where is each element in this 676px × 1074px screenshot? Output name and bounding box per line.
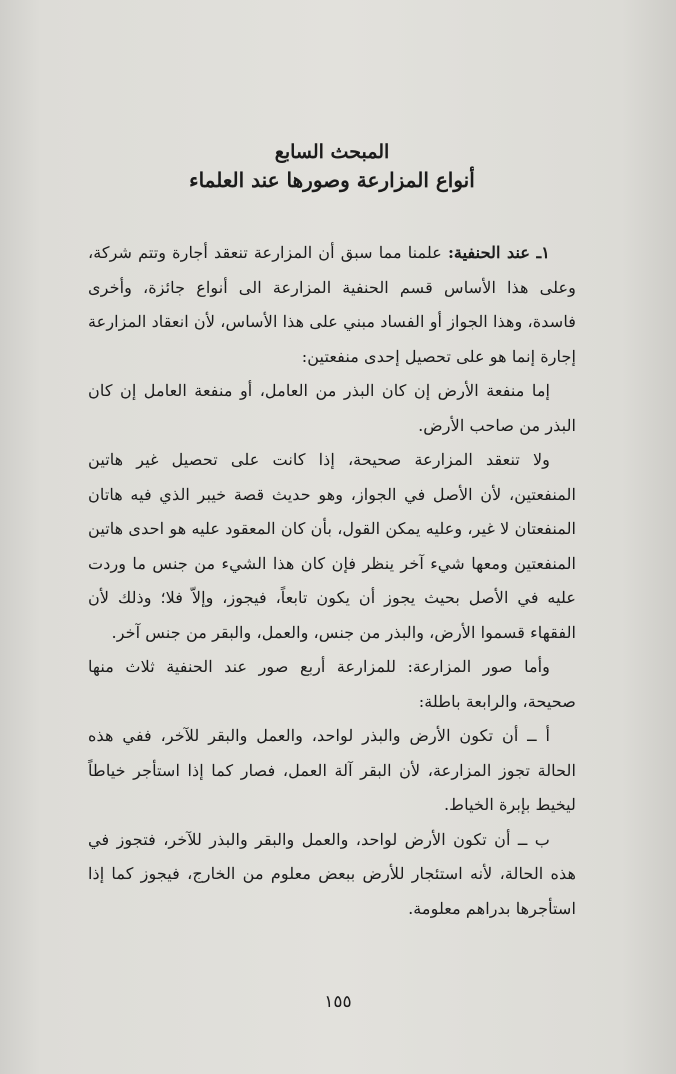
section-title: أنواع المزارعة وصورها عند العلماء [189, 168, 475, 192]
page-number: ١٥٥ [324, 992, 352, 1012]
paragraph-hanafi-intro [88, 236, 576, 374]
page-body [88, 138, 576, 926]
paragraph-forms: وأما صور المزارعة: للمزارعة أربع صور عند الحنفية ثلاث منها صحيحة، والرابعة باطلة: [88, 657, 576, 711]
paragraph-lead: ١ـ عند الحنفية: [447, 243, 550, 262]
paragraph-validity: ولا تنعقد المزارعة صحيحة، إذا كانت على تحصيل غير هاتين المنفعتين، لأن الأصل في الجواز، وهو حديث قصة خيبر الذي فيه هاتان المنفعتان لا غير، وعليه يمكن القول، بأن كان المعقود عليه هو احدى هاتين المنفعتين ومعها شيء آخر ينظر فإن كان هذا الشيء من جنس ما وردت عليه في الأصل بحيث يجوز أن يكون تابعاً، فيجوز، وإلاّ فلا؛ وذلك لأن الفقهاء قسموا الأرض، والبذر من جنس، والعمل، والبقر من جنس آخر. [88, 450, 576, 642]
chapter-title: المبحث السابع [274, 141, 390, 163]
paragraph-two-benefits: إما منفعة الأرض إن كان البذر من العامل، أو منفعة العامل إن كان البذر من صاحب الأرض. [88, 381, 576, 435]
paragraph-form-a: أ ــ أن تكون الأرض والبذر لواحد، والعمل والبقر للآخر، ففي هذه الحالة تجوز المزارعة، لأن البقر آلة العمل، فصار كما إذا استأجر خياطاً ليخيط بإبرة الخياط. [88, 726, 576, 814]
paragraph-form-b: ب ــ أن تكون الأرض لواحد، والعمل والبقر والبذر للآخر، فتجوز في هذه الحالة، لأنه استئجار للأرض ببعض معلوم من الخارج، فيجوز كما إذا استأجرها بدراهم معلومة. [88, 829, 576, 918]
paragraph-text: علمنا مما سبق أن المزارعة تنعقد أجارة وتتم شركة، وعلى هذا الأساس قسم الحنفية المزارعة الى أنواع جائزة، وأخرى فاسدة، وهذا الجواز أو الفساد مبني على هذا الأساس، لأن انعقاد المزارعة إجارة إنما هو على تحصيل إحدى منفعتين: [88, 243, 576, 366]
